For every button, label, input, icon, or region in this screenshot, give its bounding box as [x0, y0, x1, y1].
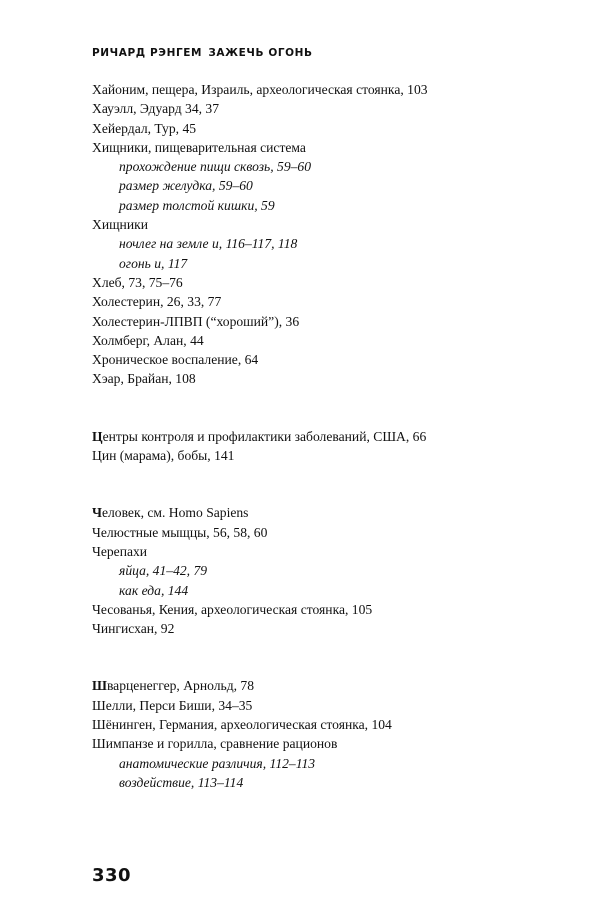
- page-number: 330: [92, 865, 132, 886]
- index-subentry: [92, 234, 562, 253]
- entry-text: Хэар, Брайан, 108: [92, 371, 196, 387]
- index-entry: [92, 734, 562, 753]
- index-entry: [92, 446, 562, 465]
- entry-text: Чингисхан, 92: [92, 621, 175, 637]
- entry-text: размер желудка, 59–60: [119, 178, 253, 194]
- entry-text: как еда, 144: [119, 582, 189, 598]
- entry-text: прохождение пищи сквозь, 59–60: [119, 159, 312, 175]
- entry-text: Холестерин-ЛПВП (“хороший”), 36: [92, 313, 300, 329]
- entry-text: Чесованья, Кения, археологическая стоянка, 105: [92, 601, 373, 617]
- index-subentry: [92, 196, 562, 215]
- entry-text: Хайоним, пещера, Израиль, археологическая стоянка, 103: [92, 82, 428, 97]
- index-entry: [92, 715, 562, 734]
- index-entry: [92, 503, 562, 522]
- entry-text: еловек, см. Homo Sapiens: [101, 505, 249, 521]
- index-entry: [92, 273, 562, 292]
- section-initial-letter: Ч: [92, 505, 102, 521]
- entry-text: Хейердал, Тур, 45: [92, 120, 197, 136]
- header-author: РИЧАРД РЭНГЕМ: [92, 47, 203, 59]
- index-entry: [92, 331, 562, 350]
- entry-text: Цин (марама), бобы, 141: [92, 448, 235, 464]
- index-entry: [92, 215, 562, 234]
- index-entry: [92, 427, 562, 446]
- entry-text: Шелли, Перси Биши, 34–35: [92, 697, 253, 713]
- index-section: [92, 676, 562, 792]
- index-entry: [92, 119, 562, 138]
- section-initial-letter: Ш: [92, 678, 107, 694]
- index-subentry: [92, 176, 562, 195]
- entry-text: Хроническое воспаление, 64: [92, 352, 259, 368]
- index-entry: [92, 369, 562, 388]
- entry-text: Шёнинген, Германия, археологическая стоянка, 104: [92, 717, 392, 733]
- index-entry: [92, 696, 562, 715]
- index-section: [92, 80, 562, 389]
- index-section: [92, 427, 562, 466]
- index-subentry: [92, 581, 562, 600]
- index-entry: [92, 292, 562, 311]
- index-subentry: [92, 254, 562, 273]
- entry-text: Холмберг, Алан, 44: [92, 332, 204, 348]
- index-entry: [92, 600, 562, 619]
- entry-text: ночлег на земле и, 116–117, 118: [119, 236, 298, 252]
- index-entry: [92, 80, 562, 99]
- header-book-title: ЗАЖЕЧЬ ОГОНЬ: [208, 47, 313, 59]
- entry-text: воздействие, 113–114: [119, 774, 244, 790]
- index-entry: [92, 523, 562, 542]
- entry-text: яйца, 41–42, 79: [119, 563, 208, 579]
- entry-text: Челюстные мыщцы, 56, 58, 60: [92, 524, 268, 540]
- entry-text: варценеггер, Арнольд, 78: [106, 678, 255, 694]
- index-entry: [92, 676, 562, 695]
- entry-text: Хлеб, 73, 75–76: [92, 274, 183, 290]
- index-subentry: [92, 773, 562, 792]
- index-entry: [92, 350, 562, 369]
- index-entry: [92, 312, 562, 331]
- entry-text: огонь и, 117: [119, 255, 188, 271]
- entry-text: ентры контроля и профилактики заболеваний, США, 66: [102, 428, 427, 444]
- entry-text: Хищники, пищеварительная система: [92, 139, 306, 155]
- index-entry: [92, 542, 562, 561]
- index-subentry: [92, 754, 562, 773]
- index-entry: [92, 138, 562, 157]
- entry-text: Черепахи: [92, 543, 148, 559]
- entry-text: Холестерин, 26, 33, 77: [92, 294, 222, 310]
- entry-text: размер толстой кишки, 59: [119, 197, 275, 213]
- entry-text: Шимпанзе и горилла, сравнение рационов: [92, 736, 338, 752]
- section-initial-letter: Ц: [92, 428, 103, 444]
- index-subentry: [92, 157, 562, 176]
- index-entry: [92, 619, 562, 638]
- index-entry: [92, 99, 562, 118]
- entry-text: Хауэлл, Эдуард 34, 37: [92, 101, 220, 117]
- entry-text: анатомические различия, 112–113: [119, 755, 316, 771]
- running-head: [92, 47, 313, 59]
- index-section: [92, 503, 562, 638]
- index-list: [92, 80, 562, 792]
- entry-text: Хищники: [92, 217, 148, 233]
- index-subentry: [92, 561, 562, 580]
